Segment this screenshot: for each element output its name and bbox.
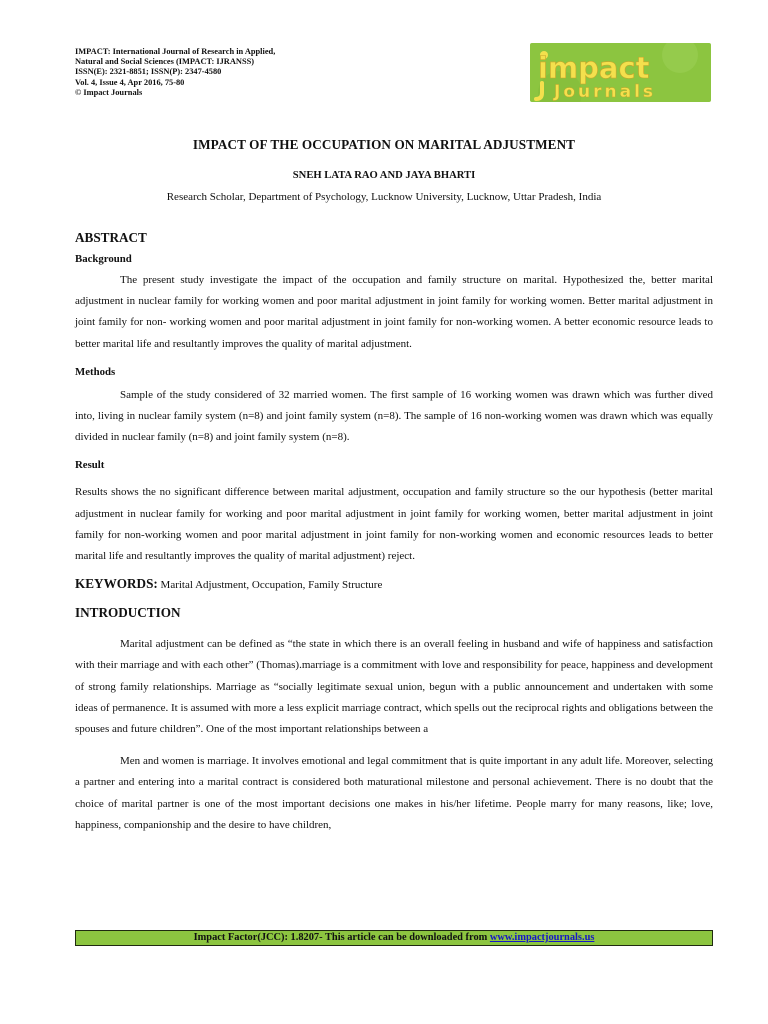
introduction-paragraph: Men and women is marriage. It involves emotional and legal commitment that is quite important in any adult life. Moreover, selecting a partner and entering into a marital contract is considered both maturational milestone and personal achievement. There is no doubt that the choice of marital partner is one of the most important decisions one makes in his/her lifetime. People marry for many reasons, like; love, happiness, companionship and the desire to have children, [75,755,713,831]
paper-title: IMPACT OF THE OCCUPATION ON MARITAL ADJUSTMENT [192,137,576,152]
impact-journals-logo [530,43,711,102]
paper-affiliation: Research Scholar, Department of Psychology, Lucknow University, Lucknow, Uttar Pradesh, India [166,191,602,203]
keywords [75,573,713,596]
journal-info-line: Vol. 4, Issue 4, Apr 2016, 75-80 [75,77,185,87]
journal-info [75,47,435,98]
footer-text: Impact Factor(JCC): 1.8207- This article can be downloaded from [193,932,490,943]
paper-body [75,228,713,836]
abstract-heading: ABSTRACT [75,230,147,245]
introduction-heading: INTRODUCTION [75,605,181,621]
result-heading: Result [75,459,105,472]
paper-authors: SNEH LATA RAO AND JAYA BHARTI [292,170,476,181]
keywords-label: KEYWORDS: [75,576,158,592]
keywords-text: Marital Adjustment, Occupation, Family Structure [160,579,383,592]
footer-link[interactable]: www.impactjournals.us [489,932,595,943]
methods-paragraph: Sample of the study considered of 32 married women. The first sample of 16 working women was drawn which was further dived into, living in nuclear family system (n=8) and joint family system (n=8). The sample of 16 non-working women was drawn which was equally divided in nuclear family (n=8) and joint family system (n=8). [75,388,713,444]
journal-info-line: ISSN(E): 2321-8851; ISSN(P): 2347-4580 [75,67,222,77]
logo-line2: Journals [554,82,657,102]
methods-heading: Methods [75,365,116,378]
introduction-paragraph: Marital adjustment can be defined as “the state in which there is an overall feeling in husband and wife of happiness and satisfaction with their marriage and with each other” (Thomas).marriage is a commitment with love and responsibility for peace, happiness and development of strong family relationships. Marriage as “socially legitimate sexual union, begun with a public announcement and undertaken with some ideas of permanence. It is assumed with more a less explicit marriage contract, which spells out the reciprocal rights and obligations between the spouses and future children”. One of the most important relationships between a [75,638,713,736]
footer-bar [75,930,713,946]
background-heading: Background [75,253,132,265]
journal-info-line: Natural and Social Sciences (IMPACT: IJRANSS) [75,57,255,67]
background-paragraph: The present study investigate the impact of the occupation and family structure on marital. Hypothesized the, better marital adjustment in nuclear family for working women and poor marital adjustment in joint family for working women. Better marital adjustment in joint family for non- working women and poor marital adjustment in joint family for non-working women. A better economic resource leads to better marital life and resultantly improves the quality of marital adjustment. [75,274,713,350]
journal-info-line: © Impact Journals [75,87,143,97]
result-paragraph: Results shows the no significant difference between marital adjustment, occupation and family structure so the our hypothesis (better marital adjustment in nuclear family for working and poor marital adjustment in joint family for working women, better marital adjustment in joint family for non-working women and poor marital adjustment in joint family for non-working women and economic resources leads to better marital life and resultantly improves the quality of marital adjustment) reject. [75,486,713,563]
logo-line1: impact [538,51,650,85]
journal-info-line: IMPACT: International Journal of Research in Applied, [75,47,276,56]
